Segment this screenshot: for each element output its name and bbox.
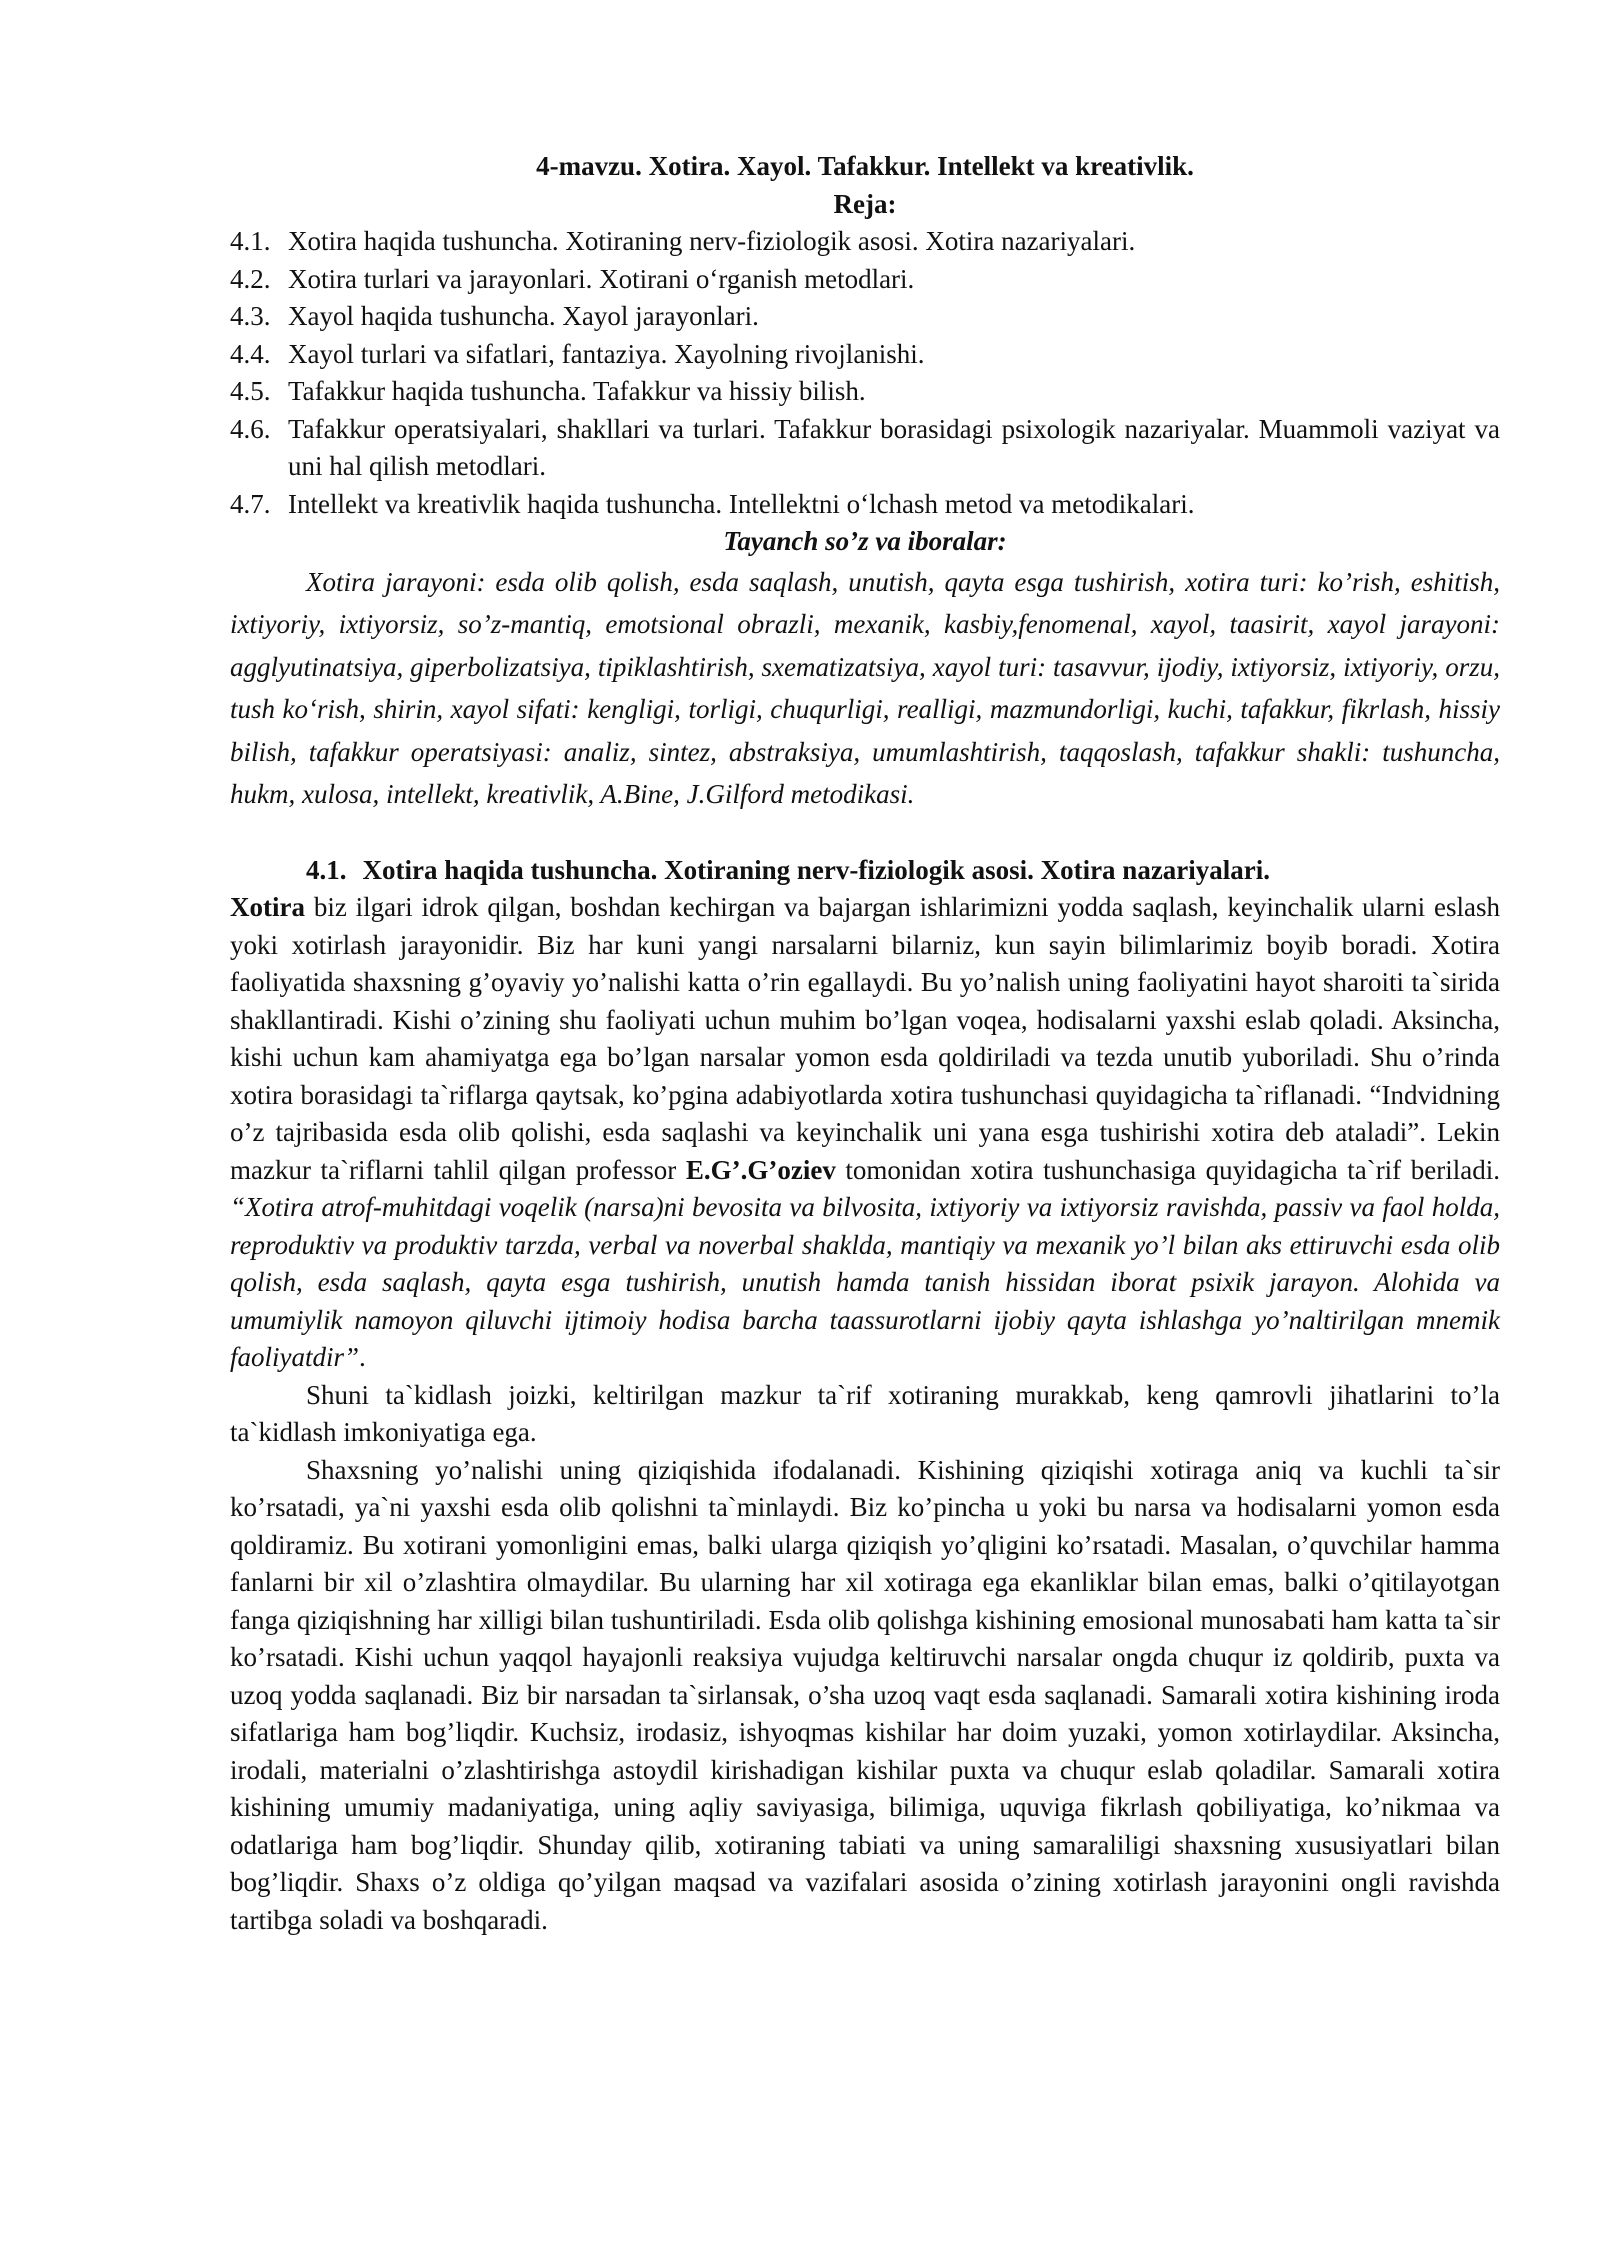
paragraph-3: Shaxsning yo’nalishi uning qiziqishida ifodalanadi. Kishining qiziqishi xotiraga aniq va kuchli ta`sir ko’rsatadi, ya`ni yaxshi esda olib qolishni ta`minlaydi. Biz ko’pincha u yoki bu narsa va hodisalarni yomon esda qoldiramiz. Bu xotirani yomonligini emas, balki ularga qiziqish yo’qligini ko’rsatadi. Masalan, o’quvchilar hamma fanlarni bir xil o’zlashtira olmaydilar. Bu ularning har xil xotiraga ega ekanliklar bilan emas, balki o’qitilayotgan fanga qiziqishning har xilligi bilan tushuntiriladi. Esda olib qolishga kishining emosional munosabati ham katta ta`sir ko’rsatadi. Kishi uchun yaqqol hayajonli reaksiya vujudga keltiruvchi narsalar ongda chuqur iz qoldirib, puxta va uzoq yodda saqlanadi. Biz bir narsadan ta`sirlansak, o’sha uzoq vaqt esda saqlanadi. Samarali xotira kishining iroda sifatlariga ham bog’liqdir. Kuchsiz, irodasiz, ishyoqmas kishilar har doim yuzaki, yomon xotirlaydilar. Aksincha, irodali, materialni o’zlashtirishga astoydil kirishadigan kishilar puxta va chuqur eslab qoladilar. Samarali xotira kishining umumiy madaniyatiga, uning aqliy saviyasiga, bilimiga, uquviga fikrlash qobiliyatiga, ko’nikmaa va odatlariga ham bog’liqdir. Shunday qilib, xotiraning tabiati va uning samaraliligi shaxsning xususiyatlari bilan bog’liqdir. Shaxs o’z oldiga qo’yilgan maqsad va vazifalari asosida o’zining xotirlash jarayonini ongli ravishda tartibga soladi va boshqaradi. xyxy=(230,1454,1500,1935)
plan-item-text: Intellekt va kreativlik haqida tushuncha. Intellektni o‘lchash metod va metodikalari. xyxy=(288,488,1195,519)
plan-item-number: 4.7. xyxy=(230,488,271,519)
section-title: Xotira haqida tushuncha. Xotiraning nerv-fiziologik asosi. Xotira nazariyalari. xyxy=(362,854,1271,885)
plan-item-text: Xayol haqida tushuncha. Xayol jarayonlari. xyxy=(288,301,759,331)
plan-item-text: Xotira haqida tushuncha. Xotiraning nerv-fiziologik asosi. Xotira nazariyalari. xyxy=(288,226,1136,256)
term-xotira: Xotira xyxy=(230,892,305,922)
plan-item-text: Tafakkur haqida tushuncha. Tafakkur va hissiy bilish. xyxy=(288,376,866,406)
plan-item-number: 4.2. xyxy=(230,263,271,294)
keywords-heading: Tayanch so’z va iboralar: xyxy=(723,526,1007,556)
plan-item-number: 4.6. xyxy=(230,413,271,444)
plan-item-text: Xotira turlari va jarayonlari. Xotirani o‘rganish metodlari. xyxy=(288,263,915,294)
document-content xyxy=(230,148,1500,1939)
plan-item-text: Tafakkur operatsiyalari, shakllari va turlari. Tafakkur borasidagi psixologik nazariyalar. Muammoli vaziyat va uni hal qilish metodlari. xyxy=(288,413,1500,481)
plan-heading: Reja: xyxy=(833,188,897,219)
paragraph-text: tomonidan xotira tushunchasiga quyidagicha ta`rif beriladi. xyxy=(835,1154,1500,1185)
plan-item xyxy=(230,336,1500,374)
plan-item xyxy=(230,298,1500,336)
section-number: 4.1. xyxy=(306,854,347,885)
plan-item xyxy=(230,411,1500,486)
keywords-text: Xotira jarayoni: esda olib qolish, esda saqlash, unutish, qayta esga tushirish, xotira turi: ko’rish, eshitish, ixtiyoriy, ixtiyorsiz, so’z-mantiq, emotsional obrazli, mexanik, kasbiy,fenomenal, xayol, taasirit, xayol jarayoni: agglyutinatsiya, giperbolizatsiya, tipiklashtirish, sxematizatsiya, xayol turi: tasavvur, ijodiy, ixtiyorsiz, ixtiyoriy, orzu, tush ko‘rish, shirin, xayol sifati: kengligi, torligi, chuqurligi, realligi, mazmundorligi, kuchi, tafakkur, fikrlash, hissiy bilish, tafakkur operatsiyasi: analiz, sintez, abstraksiya, umumlashtirish, taqqoslash, tafakkur shakli: tushuncha, hukm, xulosa, intellekt, kreativlik, A.Bine, J.Gilford metodikasi. xyxy=(230,566,1500,809)
plan-item-number: 4.3. xyxy=(230,301,271,331)
paragraph-text: biz ilgari idrok qilgan, boshdan kechirgan va bajargan ishlarimizni yodda saqlash, keyinchalik ularni eslash yoki xotirlash jarayonidir. Biz har kuni yangi narsalarni bilarniz, kun sayin bilimlarimiz boyib boradi. Xotira faoliyatida shaxsning g’oyaviy yo’nalishi katta o’rin egallaydi. Bu yo’nalish uning faoliyatini hayot sharoiti ta`sirida shakllantiradi. Kishi o’zining shu faoliyati uchun muhim bo’lgan voqea, hodisalarni yaxshi eslab qoladi. Aksincha, kishi uchun kam ahamiyatga ega bo’lgan narsalar yomon esda qoldiriladi va tezda unutib yuboriladi. Shu o’rinda xotira borasidagi ta`riflarga qaytsak, ko’pgina adabiyotlarda xotira tushunchasi quyidagicha ta`riflanadi. “Indvidning o’z tajribasida esda olib qolishi, esda saqlashi va keyinchalik uni yana esga tushirishi xotira deb ataladi”. Lekin mazkur ta`riflarni tahlil qilgan professor xyxy=(230,892,1500,1185)
paragraph-end: . xyxy=(359,1342,366,1372)
plan-item-number: 4.4. xyxy=(230,338,271,369)
plan-item xyxy=(230,373,1500,411)
definition-quote: “Xotira atrof-muhitdagi voqelik (narsa)ni bevosita va bilvosita, ixtiyoriy va ixtiyorsiz ravishda, passiv va faol holda, reproduktiv va produktiv tarzda, verbal va noverbal shaklda, mantiqiy va mexanik yo’l bilan aks ettiruvchi esda olib qolish, esda saqlash, qayta esga tushirish, unutish hamda tanish hissidan iborat psixik jarayon. Alohida va umumiylik namoyon qiluvchi ijtimoiy hodisa barcha taassurotlarni ijobiy qayta ishlashga yo’naltirilgan mnemik faoliyatdir” xyxy=(230,1192,1500,1372)
plan-item-number: 4.1. xyxy=(230,226,271,256)
plan-item xyxy=(230,261,1500,299)
paragraph-definition xyxy=(230,889,1500,1377)
plan-item-text: Xayol turlari va sifatlari, fantaziya. Xayolning rivojlanishi. xyxy=(288,338,925,369)
document-title: 4-mavzu. Xotira. Xayol. Tafakkur. Intellekt va kreativlik. xyxy=(536,151,1194,181)
paragraph-2: Shuni ta`kidlash joizki, keltirilgan mazkur ta`rif xotiraning murakkab, keng qamrovli jihatlarini to’la ta`kidlash imkoniyatiga ega. xyxy=(230,1379,1500,1447)
author-name: E.G’.G’oziev xyxy=(685,1154,836,1185)
plan-item xyxy=(230,486,1500,524)
plan-list xyxy=(230,223,1500,523)
plan-item xyxy=(230,223,1500,261)
section-heading xyxy=(230,852,1500,890)
plan-item-number: 4.5. xyxy=(230,376,271,406)
